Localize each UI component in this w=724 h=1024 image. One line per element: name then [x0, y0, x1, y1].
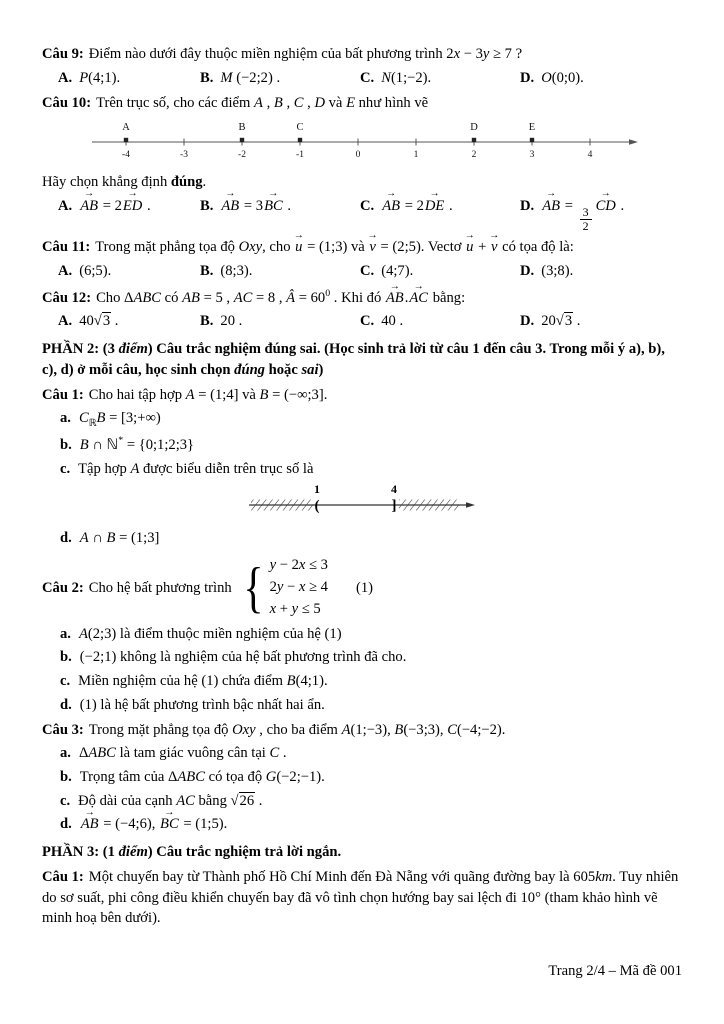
option-key: B.	[200, 69, 214, 86]
item-key: b.	[60, 769, 72, 786]
question-10-option-d	[520, 196, 682, 233]
item-key: d.	[60, 696, 72, 713]
item-text: Độ dài của cạnh AC bằng √26 .	[78, 792, 263, 809]
interval-number-line	[247, 483, 479, 519]
option-key: A.	[58, 263, 73, 280]
system-line-2: 2y − x ≥ 4	[269, 578, 328, 595]
svg-text:4: 4	[587, 150, 593, 161]
option-text: P(4;1).	[79, 69, 121, 86]
svg-text:A: A	[122, 122, 130, 134]
point-labels	[122, 122, 535, 133]
system-lines	[270, 555, 328, 621]
p2q3-stem	[42, 720, 682, 741]
interval-figure	[247, 483, 682, 526]
option-text: M (−2;2) .	[220, 69, 281, 86]
option-text: 20√3 .	[541, 313, 581, 330]
p2q2-stem	[42, 555, 682, 621]
question-11-option-d	[520, 261, 682, 282]
question-12-label: Câu 12:	[42, 289, 92, 306]
question-10-options	[42, 196, 682, 233]
option-text: (4;7).	[381, 263, 414, 280]
option-key: C.	[360, 69, 375, 86]
item-key: a.	[60, 625, 71, 642]
question-11-option-b	[200, 261, 360, 282]
option-text: AB → = 2DE → .	[381, 196, 452, 217]
p2q2-item-d	[42, 695, 682, 716]
p2q2-item-c	[42, 671, 682, 692]
item-key: c.	[60, 460, 71, 477]
p2q1-text: Cho hai tập hợp A = (1;4] và B = (−∞;3].	[88, 386, 328, 403]
svg-text:-1: -1	[296, 150, 304, 161]
option-text: AB → = 3BC → .	[220, 196, 291, 217]
item-text: Tập hợp A được biểu diễn trên trục số là	[78, 460, 314, 477]
item-key: c.	[60, 792, 71, 809]
item-text: Trọng tâm của ΔABC có tọa độ G(−2;−1).	[79, 769, 325, 786]
option-key: B.	[200, 197, 214, 214]
svg-text:-4: -4	[122, 150, 130, 161]
axis-arrow-icon	[629, 139, 638, 145]
item-key: b.	[60, 649, 72, 666]
option-key: C.	[360, 313, 375, 330]
question-10-label: Câu 10:	[42, 95, 92, 112]
question-12-option-b	[200, 311, 360, 332]
p2q1-item-a	[42, 408, 682, 431]
question-11-options	[42, 261, 682, 282]
question-9	[42, 44, 682, 88]
option-text: N(1;−2).	[381, 69, 432, 86]
svg-text:0: 0	[355, 150, 361, 161]
question-9-options	[42, 68, 682, 89]
p3q1-label: Câu 1:	[42, 868, 84, 885]
option-text: 20 .	[220, 313, 243, 330]
option-key: B.	[200, 263, 214, 280]
question-11-stem	[42, 237, 682, 258]
question-12-stem	[42, 287, 682, 309]
question-12-option-a	[58, 311, 200, 332]
p2q3-label: Câu 3:	[42, 721, 84, 738]
p2q3-item-c	[42, 791, 682, 812]
p2q2-item-b	[42, 647, 682, 668]
p2q2-intro: Cho hệ bất phương trình	[88, 579, 232, 596]
question-10-option-a	[58, 196, 200, 233]
question-10-stem	[42, 93, 682, 114]
svg-text:1: 1	[413, 150, 419, 161]
question-11-text: Trong mặt phẳng tọa độ Oxy, cho u → = (1;3) và v → = (2;5). Vectơ u → + v → có tọa độ là:	[95, 239, 574, 255]
option-key: D.	[520, 69, 535, 86]
part2-question-1	[42, 385, 682, 549]
p2q1-stem	[42, 385, 682, 406]
svg-text:B: B	[238, 122, 246, 134]
option-text: (3;8).	[541, 263, 574, 280]
p3q1-stem	[42, 867, 682, 929]
question-10-text: Trên trục số, cho các điểm A , B , C , D và E như hình vẽ	[96, 95, 429, 112]
part2-question-3	[42, 720, 682, 836]
item-key: b.	[60, 437, 72, 454]
question-9-option-d	[520, 68, 682, 89]
axis-arrow-icon	[466, 502, 475, 508]
p2q2-label: Câu 2:	[42, 579, 84, 596]
question-12-options	[42, 311, 682, 332]
number-line-figure	[86, 117, 682, 168]
option-text: AB → = 2ED → .	[79, 196, 150, 217]
p2q1-item-c	[42, 459, 682, 480]
p2q3-item-a	[42, 743, 682, 764]
question-12-option-c	[360, 311, 520, 332]
item-text: A(2;3) là điểm thuộc miền nghiệm của hệ (1)	[78, 625, 342, 642]
option-key: C.	[360, 263, 375, 280]
option-key: D.	[520, 197, 535, 214]
option-text: 40√3 .	[79, 313, 119, 330]
interval-label-1: 1	[314, 482, 320, 496]
option-text: 40 .	[381, 313, 404, 330]
question-10-option-b	[200, 196, 360, 233]
item-key: c.	[60, 673, 71, 690]
question-12	[42, 287, 682, 332]
system-brace: {	[243, 556, 264, 619]
item-key: a.	[60, 745, 71, 762]
question-9-text: Điểm nào dưới đây thuộc miền nghiệm của bất phương trình 2x − 3y ≥ 7 ?	[88, 46, 523, 62]
right-hatch-region	[399, 499, 459, 510]
option-key: D.	[520, 263, 535, 280]
item-text: (1) là hệ bất phương trình bậc nhất hai ẩn.	[79, 696, 325, 713]
svg-text:2: 2	[471, 150, 477, 161]
item-text: A ∩ B = (1;3]	[79, 530, 160, 547]
system-line-1: y − 2x ≤ 3	[269, 557, 328, 574]
option-key: B.	[200, 313, 214, 330]
svg-text:3: 3	[529, 150, 535, 161]
number-line-q10	[86, 117, 646, 161]
question-11-label: Câu 11:	[42, 239, 91, 256]
part2-heading: PHẦN 2: (3 điểm) Câu trắc nghiệm đúng sai. (Học sinh trả lời từ câu 1 đến câu 3. Trong mỗi ý a), b), c), d) ở mỗi câu, học sinh chọn đúng hoặc sai)	[42, 341, 665, 378]
question-10	[42, 93, 682, 232]
interval-label-4: 4	[391, 482, 397, 496]
open-paren: (	[314, 497, 320, 514]
left-hatch-region	[251, 499, 313, 510]
question-9-option-a	[58, 68, 200, 89]
tick-labels	[122, 150, 593, 160]
question-11-option-c	[360, 261, 520, 282]
item-text: $C_ℝB$ = [3;+∞)	[78, 410, 161, 430]
p2q3-item-d	[42, 814, 682, 835]
system-tag: (1)	[355, 579, 373, 596]
svg-text:E: E	[528, 122, 536, 134]
question-11-option-a	[58, 261, 200, 282]
p2q1-item-d	[42, 528, 682, 549]
question-9-option-c	[360, 68, 520, 89]
question-9-stem	[42, 44, 682, 65]
question-10-option-c	[360, 196, 520, 233]
option-key: D.	[520, 313, 535, 330]
item-key: d.	[60, 816, 72, 833]
option-key: A.	[58, 197, 73, 214]
option-key: A.	[58, 313, 73, 330]
close-bracket: ]	[391, 497, 397, 514]
item-key: d.	[60, 530, 72, 547]
p2q2-item-a	[42, 624, 682, 645]
item-key: a.	[60, 410, 71, 427]
option-key: A.	[58, 69, 73, 86]
p2q3-text: Trong mặt phẳng tọa độ Oxy , cho ba điểm A(1;−3), B(−3;3), C(−4;−2).	[88, 721, 506, 738]
item-text: ΔABC là tam giác vuông cân tại C .	[78, 745, 287, 762]
part2-question-2	[42, 555, 682, 716]
question-11	[42, 237, 682, 281]
question-9-label: Câu 9:	[42, 46, 84, 62]
option-text: (6;5).	[79, 263, 112, 280]
option-text: (8;3).	[220, 263, 253, 280]
svg-text:D: D	[470, 122, 478, 134]
part3-heading: PHẦN 3: (1 điểm) Câu trắc nghiệm trả lời ngắn.	[42, 844, 342, 861]
option-key: C.	[360, 197, 375, 214]
question-12-option-d	[520, 311, 682, 332]
page-footer: Trang 2/4 – Mã đề 001	[548, 963, 682, 980]
question-10-prompt: Hãy chọn khẳng định đúng.	[42, 173, 207, 190]
svg-text:C: C	[296, 122, 304, 134]
p2q3-item-b	[42, 767, 682, 788]
system-line-3: x + y ≤ 5	[269, 600, 321, 617]
item-text: B ∩ ℕ* = {0;1;2;3}	[79, 435, 195, 454]
p2q1-label: Câu 1:	[42, 386, 84, 403]
p3q1-text: Một chuyến bay từ Thành phố Hồ Chí Minh đến Đà Nẵng với quãng đường bay là 605km. Tuy nhiên do sơ suất, phi công điều khiển chuyến bay đã vô tình chọn hướng bay sai lệch đi 10° (tham khảo hình vẽ minh hoạ bên dưới).	[42, 868, 679, 927]
question-9-option-b	[200, 68, 360, 89]
svg-text:-2: -2	[238, 150, 246, 161]
option-text: O(0;0).	[541, 69, 584, 86]
item-text: Miền nghiệm của hệ (1) chứa điểm B(4;1).	[78, 673, 328, 690]
option-text: AB → = $\frac{3}{2}$ CD → .	[541, 196, 624, 233]
part3-question-1	[42, 867, 682, 929]
item-text: AB → = (−4;6), BC → = (1;5).	[80, 816, 227, 832]
p2q1-item-b	[42, 434, 682, 456]
svg-text:-3: -3	[180, 150, 188, 161]
item-text: (−2;1) không là nghiệm của hệ bất phương trình đã cho.	[79, 649, 407, 666]
question-12-text: Cho ΔABC có AB = 5 , AC = 8 , Â = $60^0$ . Khi đó AB →.AC → bằng:	[96, 290, 465, 306]
